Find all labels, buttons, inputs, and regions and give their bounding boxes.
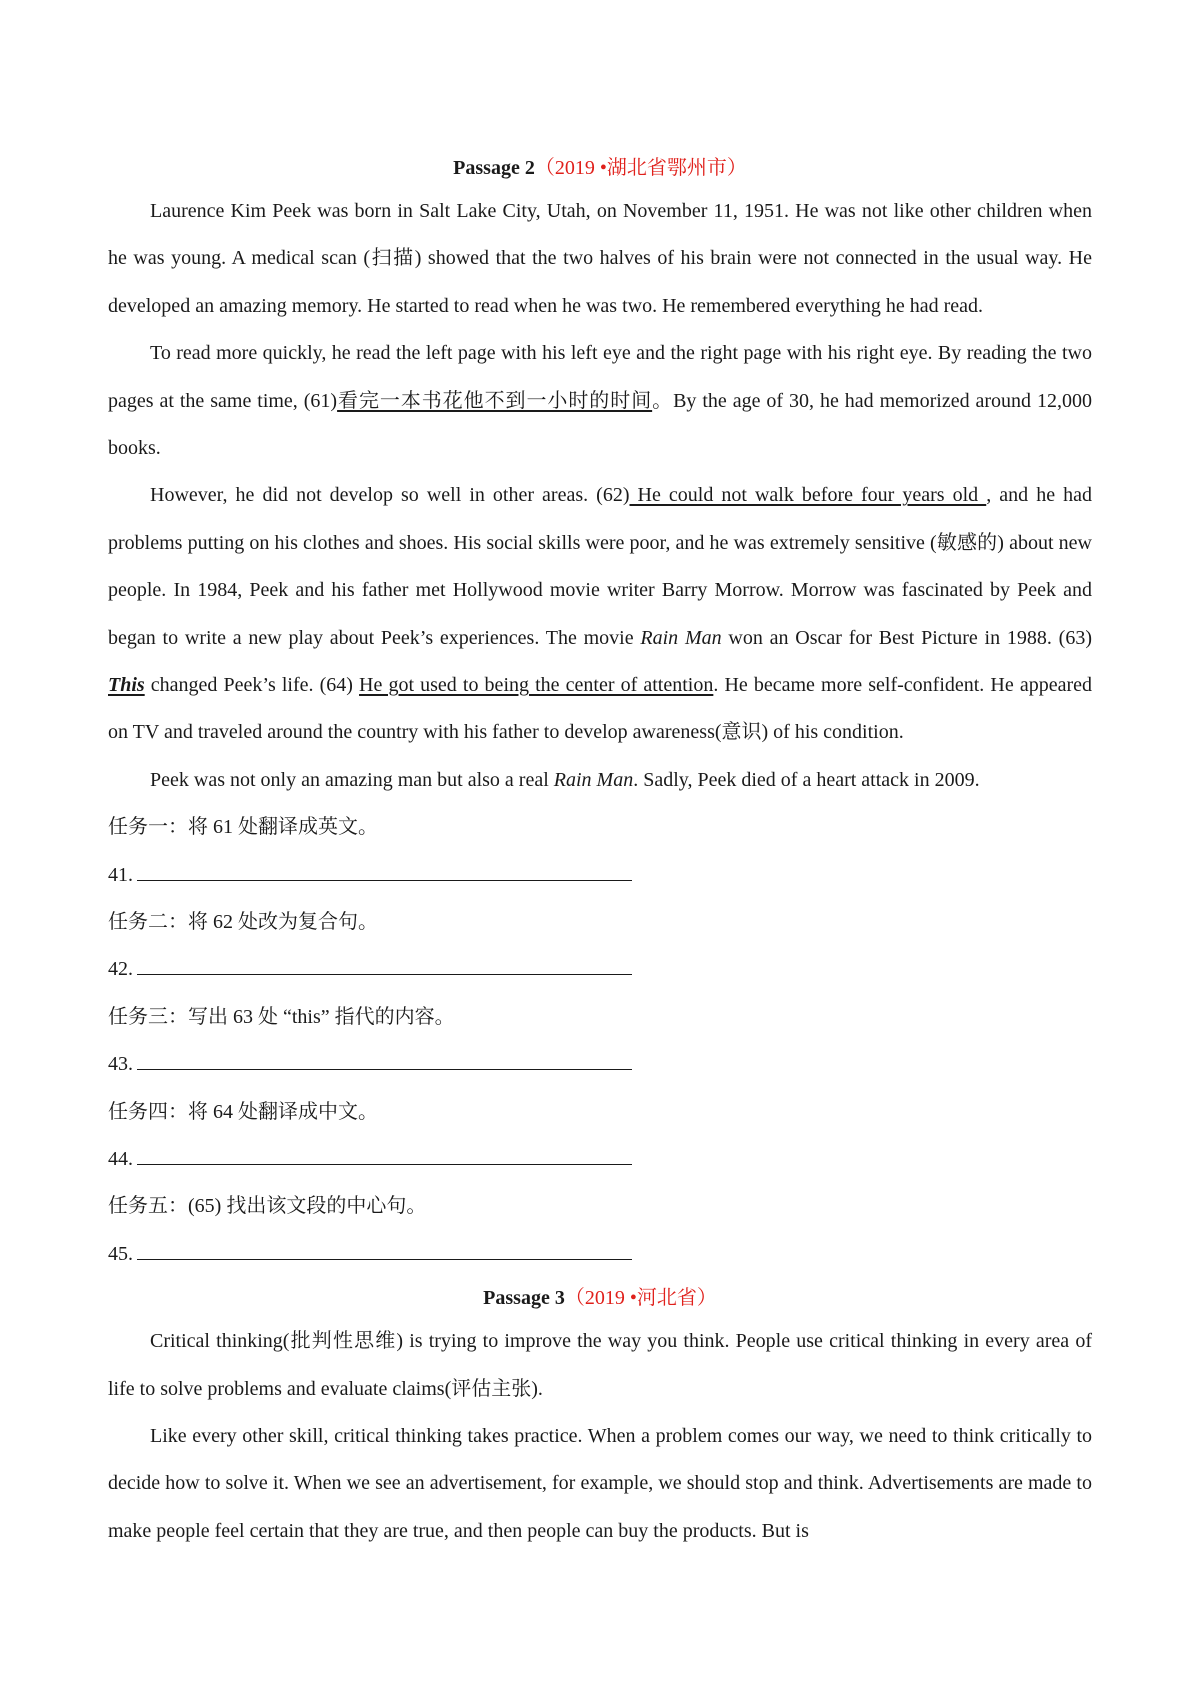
- passage-3-source: （2019 •河北省）: [564, 1287, 717, 1310]
- answer-line-43[interactable]: [108, 1041, 1092, 1088]
- document-content: [108, 148, 1092, 1555]
- answer-blank-43[interactable]: [137, 1045, 632, 1070]
- question-62-underlined: He could not walk before four years old: [629, 484, 987, 507]
- p3-text-a: However, he did not develop so well in other areas. (62): [150, 484, 630, 507]
- p4-text-a: Peek was not only an amazing man but also a real: [150, 768, 554, 791]
- question-63-this: This: [108, 674, 145, 697]
- p3-text-b: , and he had problems putting on his clothes and shoes. His social skills were poor, and he was extremely sensitive (敏感的) about new people. In 1984, Peek and his father met Hollywood movie writer Barry Morrow. Morrow was fascinated by Peek and began to write a new play about Peek’s experiences. The movie: [108, 484, 1092, 649]
- passage-2-paragraph-1: Laurence Kim Peek was born in Salt Lake City, Utah, on November 11, 1951. He was not like other children when he was young. A medical scan (扫描) showed that the two halves of his brain were not connected in the usual way. He developed an amazing memory. He started to read when he was two. He remembered everything he had read.: [108, 200, 1092, 317]
- task-4-label: 任务四：将 64 处翻译成中文。: [108, 1100, 378, 1123]
- answer-blank-42[interactable]: [137, 950, 632, 975]
- answer-number-42: 42.: [108, 958, 133, 981]
- answer-line-41[interactable]: [108, 852, 1092, 899]
- question-61-underlined: 看完一本书花他不到一小时的时间: [337, 389, 653, 412]
- answer-line-42[interactable]: [108, 946, 1092, 993]
- passage-3-paragraph-1: Critical thinking(批判性思维) is trying to improve the way you think. People use critical thinking in every area of life to solve problems and evaluate claims(评估主张).: [108, 1330, 1092, 1400]
- task-1-label: 任务一：将 61 处翻译成英文。: [108, 816, 378, 839]
- passage-2-paragraph-4: [108, 757, 1092, 804]
- task-list: [108, 804, 1092, 1278]
- p3-text-c: won an Oscar for Best Picture in 1988. (63): [721, 626, 1092, 649]
- answer-blank-41[interactable]: [137, 856, 632, 881]
- passage-2-paragraph-2: [108, 330, 1092, 472]
- answer-blank-44[interactable]: [137, 1140, 632, 1165]
- answer-number-45: 45.: [108, 1242, 133, 1265]
- p2-text-b: 。By the age of 30, he had memorized around 12,000 books.: [108, 389, 1092, 460]
- passage-2-paragraph-3: [108, 472, 1092, 756]
- p2-text-a: To read more quickly, he read the left page with his left eye and the right page with his right eye. By reading the two pages at the same time, (61): [108, 342, 1092, 412]
- answer-blank-45[interactable]: [137, 1235, 632, 1260]
- movie-title-rain-man-2: Rain Man: [553, 768, 634, 791]
- task-3-label: 任务三：写出 63 处 “this” 指代的内容。: [108, 1005, 455, 1028]
- task-2-label: 任务二：将 62 处改为复合句。: [108, 911, 378, 934]
- task-5-label: 任务五：(65) 找出该文段的中心句。: [108, 1195, 427, 1218]
- passage-2-source: （2019 •湖北省鄂州市）: [534, 157, 747, 179]
- p4-text-b: . Sadly, Peek died of a heart attack in 2009.: [633, 768, 980, 791]
- answer-number-41: 41.: [108, 863, 133, 886]
- passage-2-title: Passage 2: [453, 157, 535, 179]
- passage-3-heading: [108, 1278, 1092, 1318]
- p3-text-d: changed Peek’s life. (64): [144, 674, 360, 697]
- movie-title-rain-man: Rain Man: [640, 626, 722, 649]
- answer-number-43: 43.: [108, 1053, 133, 1076]
- question-64-underlined: He got used to being the center of attention: [359, 674, 714, 697]
- answer-line-45[interactable]: [108, 1231, 1092, 1278]
- p3-text-e: . He became more self-confident. He appeared on TV and traveled around the country with his father to develop awareness(意识) of his condition.: [108, 674, 1093, 744]
- passage-2-heading: [108, 148, 1092, 188]
- answer-line-44[interactable]: [108, 1136, 1092, 1183]
- answer-number-44: 44.: [108, 1148, 133, 1171]
- passage-3-title: Passage 3: [483, 1287, 565, 1310]
- passage-3-paragraph-2: Like every other skill, critical thinking takes practice. When a problem comes our way, we need to think critically to decide how to solve it. When we see an advertisement, for example, we should stop and think. Advertisements are made to make people feel certain that they are true, and then people can buy the products. But is: [108, 1425, 1092, 1542]
